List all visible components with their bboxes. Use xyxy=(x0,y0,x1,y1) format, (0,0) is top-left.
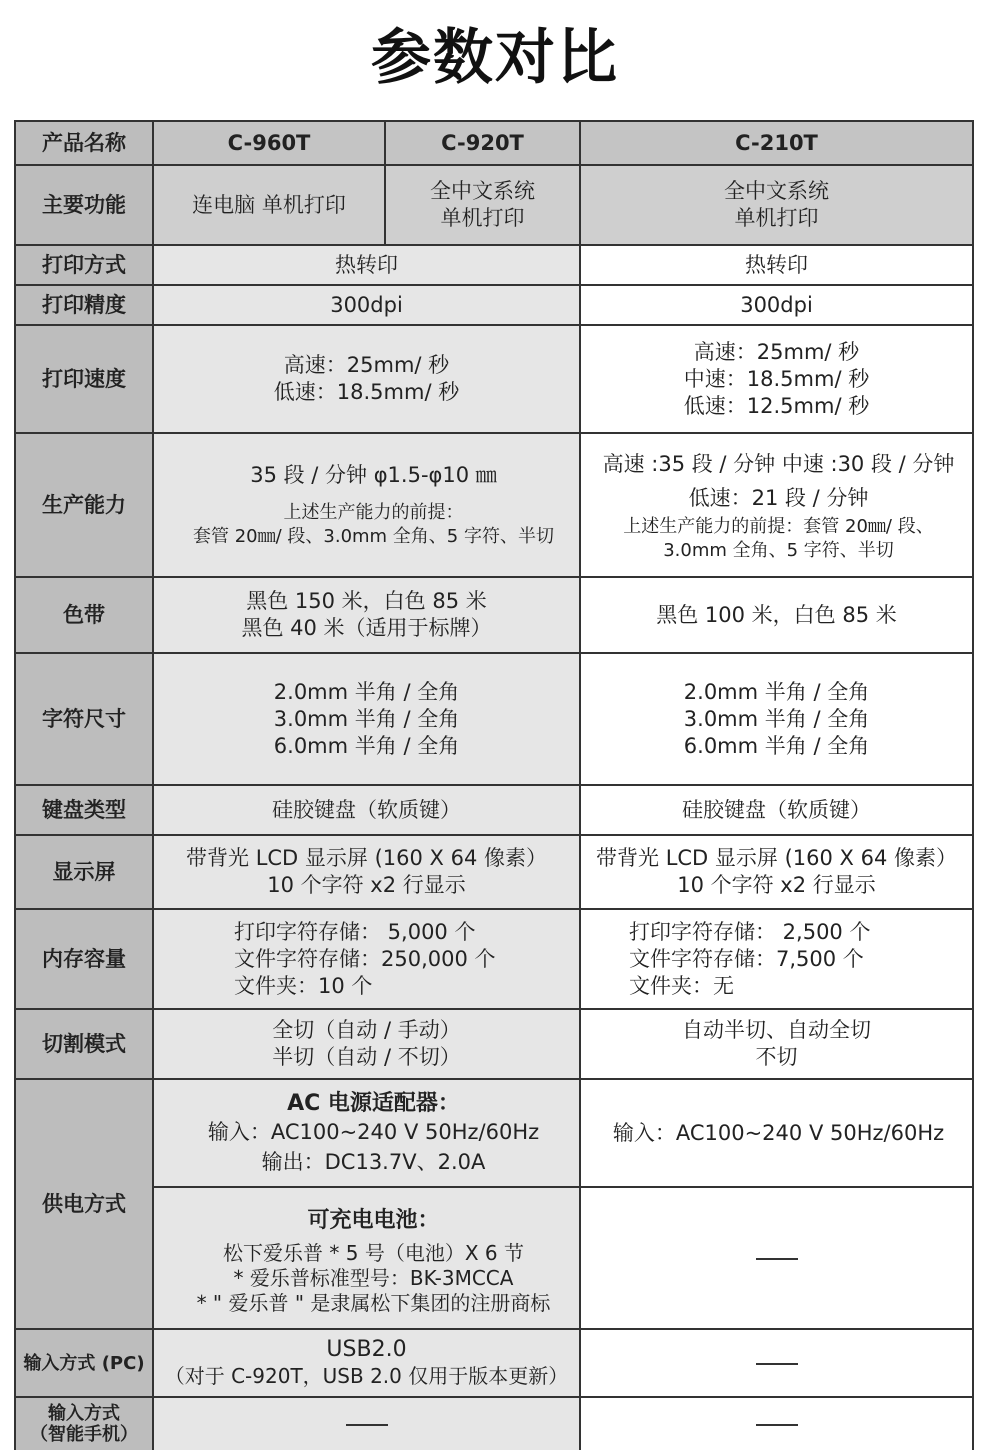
capacity-right-main: 高速 :35 段 / 分钟 中速 :30 段 / 分钟 xyxy=(602,452,955,476)
table-row-power-adapter xyxy=(15,1079,973,1187)
function-c210t-line: 全中文系统 xyxy=(724,179,829,203)
display-left-line: 10 个字符 x2 行显示 xyxy=(267,873,466,897)
charsize-right-line: 6.0mm 半角 / 全角 xyxy=(683,733,870,758)
display-right-line: 10 个字符 x2 行显示 xyxy=(677,873,876,897)
method-right: 热转印 xyxy=(580,245,973,285)
empty-dash xyxy=(756,1258,798,1260)
row-label-precision: 打印精度 xyxy=(15,285,153,325)
page-title: 参数对比 xyxy=(371,23,619,93)
cut-right-line: 不切 xyxy=(755,1045,798,1069)
charsize-left-line: 6.0mm 半角 / 全角 xyxy=(273,733,460,758)
row-label-speed: 打印速度 xyxy=(15,325,153,433)
input-pc-right xyxy=(580,1329,973,1397)
cut-right xyxy=(580,1009,973,1079)
memory-left-line: 打印字符存储： 5,000 个 xyxy=(234,919,476,944)
empty-dash xyxy=(346,1424,388,1426)
display-left xyxy=(153,835,580,909)
power-battery-right xyxy=(580,1187,973,1329)
ribbon-left-line: 黑色 40 米（适用于标牌） xyxy=(241,616,492,640)
function-c920t-line: 全中文系统 xyxy=(430,179,535,203)
table-row-speed xyxy=(15,325,973,433)
precision-right: 300dpi xyxy=(580,285,973,325)
memory-right xyxy=(580,909,973,1009)
function-c920t-line: 单机打印 xyxy=(440,206,525,230)
table-row-method xyxy=(15,245,973,285)
speed-right-line: 中速：18.5mm/ 秒 xyxy=(683,366,870,391)
capacity-left-note: 套管 20㎜/ 段、3.0mm 全角、5 字符、半切 xyxy=(192,525,554,547)
spec-comparison-table xyxy=(14,120,974,1450)
precision-left: 300dpi xyxy=(153,285,580,325)
capacity-right-note: 上述生产能力的前提：套管 20㎜/ 段、 xyxy=(623,516,934,537)
capacity-left-main: 35 段 / 分钟 φ1.5-φ10 ㎜ xyxy=(250,462,497,487)
power-battery-line: 松下爱乐普 * 5 号（电池）X 6 节 xyxy=(223,1240,524,1265)
memory-left xyxy=(153,909,580,1009)
power-battery-line: * " 爱乐普 " 是隶属松下集团的注册商标 xyxy=(196,1290,551,1315)
charsize-right-line: 2.0mm 半角 / 全角 xyxy=(683,679,870,704)
row-label-charsize: 字符尺寸 xyxy=(15,653,153,785)
capacity-left-note: 上述生产能力的前提： xyxy=(283,501,464,523)
charsize-left-line: 2.0mm 半角 / 全角 xyxy=(273,679,460,704)
row-label-input-phone xyxy=(15,1397,153,1450)
table-row-charsize xyxy=(15,653,973,785)
table-row-precision xyxy=(15,285,973,325)
table-row-power-battery xyxy=(15,1187,973,1329)
speed-left-line: 高速：25mm/ 秒 xyxy=(283,353,450,377)
ribbon-left xyxy=(153,577,580,653)
row-label-function: 主要功能 xyxy=(15,165,153,245)
cut-left-line: 全切（自动 / 手动） xyxy=(272,1018,461,1042)
row-label-display: 显示屏 xyxy=(15,835,153,909)
power-adapter-line: 输入：AC100~240 V 50Hz/60Hz xyxy=(207,1119,540,1144)
model-header-c210t: C-210T xyxy=(580,121,973,165)
row-label-product: 产品名称 xyxy=(15,121,153,165)
capacity-right xyxy=(580,433,973,577)
ribbon-left-line: 黑色 150 米，白色 85 米 xyxy=(246,589,487,613)
table-row-memory xyxy=(15,909,973,1009)
table-row-function xyxy=(15,165,973,245)
function-c960t: 连电脑 单机打印 xyxy=(153,165,385,245)
power-battery-title: 可充电电池： xyxy=(307,1207,440,1233)
speed-left xyxy=(153,325,580,433)
cut-right-line: 自动半切、自动全切 xyxy=(682,1018,871,1042)
model-header-c960t: C-960T xyxy=(153,121,385,165)
speed-right-line: 高速：25mm/ 秒 xyxy=(693,339,860,364)
keyboard-right: 硅胶键盘（软质键） xyxy=(580,785,973,835)
keyboard-left: 硅胶键盘（软质键） xyxy=(153,785,580,835)
capacity-right-note: 3.0mm 全角、5 字符、半切 xyxy=(663,540,894,561)
row-label-cut: 切割模式 xyxy=(15,1009,153,1079)
method-left: 热转印 xyxy=(153,245,580,285)
empty-dash xyxy=(756,1424,798,1426)
row-label-memory: 内存容量 xyxy=(15,909,153,1009)
table-row-keyboard xyxy=(15,785,973,835)
table-row-input-pc xyxy=(15,1329,973,1397)
function-c920t xyxy=(385,165,580,245)
charsize-left-line: 3.0mm 半角 / 全角 xyxy=(273,706,460,731)
row-label-power: 供电方式 xyxy=(15,1079,153,1329)
capacity-right-main: 低速：21 段 / 分钟 xyxy=(688,486,869,510)
row-label-input-phone-line: （智能手机） xyxy=(30,1424,138,1445)
row-label-input-pc: 输入方式 (PC) xyxy=(15,1329,153,1397)
memory-right-line: 打印字符存储： 2,500 个 xyxy=(629,919,871,944)
input-phone-right xyxy=(580,1397,973,1450)
ribbon-right: 黑色 100 米，白色 85 米 xyxy=(580,577,973,653)
speed-right xyxy=(580,325,973,433)
cut-left-line: 半切（自动 / 不切） xyxy=(272,1045,461,1069)
row-label-ribbon: 色带 xyxy=(15,577,153,653)
power-battery-line: * 爱乐普标准型号：BK-3MCCA xyxy=(233,1265,514,1290)
memory-right-line: 文件夹：无 xyxy=(629,973,734,998)
input-pc-left xyxy=(153,1329,580,1397)
row-label-keyboard: 键盘类型 xyxy=(15,785,153,835)
table-row-input-phone xyxy=(15,1397,973,1450)
speed-right-line: 低速：12.5mm/ 秒 xyxy=(683,393,870,418)
charsize-right-line: 3.0mm 半角 / 全角 xyxy=(683,706,870,731)
power-adapter-line: 输出：DC13.7V、2.0A xyxy=(261,1149,486,1174)
display-right-line: 带背光 LCD 显示屏 (160 X 64 像素） xyxy=(596,846,957,870)
power-adapter-left xyxy=(153,1079,580,1187)
row-label-capacity: 生产能力 xyxy=(15,433,153,577)
empty-dash xyxy=(756,1363,798,1365)
power-adapter-title: AC 电源适配器： xyxy=(287,1090,460,1116)
speed-left-line: 低速：18.5mm/ 秒 xyxy=(273,380,460,404)
input-phone-left xyxy=(153,1397,580,1450)
input-pc-left-line: （对于 C-920T，USB 2.0 仅用于版本更新） xyxy=(164,1364,569,1388)
model-header-c920t: C-920T xyxy=(385,121,580,165)
table-row-display xyxy=(15,835,973,909)
display-right xyxy=(580,835,973,909)
charsize-right xyxy=(580,653,973,785)
table-row-cut xyxy=(15,1009,973,1079)
row-label-input-phone-line: 输入方式 xyxy=(48,1403,120,1424)
table-row-capacity xyxy=(15,433,973,577)
charsize-left xyxy=(153,653,580,785)
table-row-ribbon xyxy=(15,577,973,653)
input-pc-left-line: USB2.0 xyxy=(326,1337,407,1362)
cut-left xyxy=(153,1009,580,1079)
power-battery-left xyxy=(153,1187,580,1329)
function-c210t-line: 单机打印 xyxy=(734,206,819,230)
function-c210t xyxy=(580,165,973,245)
capacity-left xyxy=(153,433,580,577)
memory-left-line: 文件夹：10 个 xyxy=(234,973,373,998)
table-row-header xyxy=(15,121,973,165)
display-left-line: 带背光 LCD 显示屏 (160 X 64 像素） xyxy=(186,846,547,870)
power-adapter-right: 输入：AC100~240 V 50Hz/60Hz xyxy=(580,1079,973,1187)
memory-right-line: 文件字符存储：7,500 个 xyxy=(629,946,864,971)
memory-left-line: 文件字符存储：250,000 个 xyxy=(234,946,496,971)
row-label-method: 打印方式 xyxy=(15,245,153,285)
